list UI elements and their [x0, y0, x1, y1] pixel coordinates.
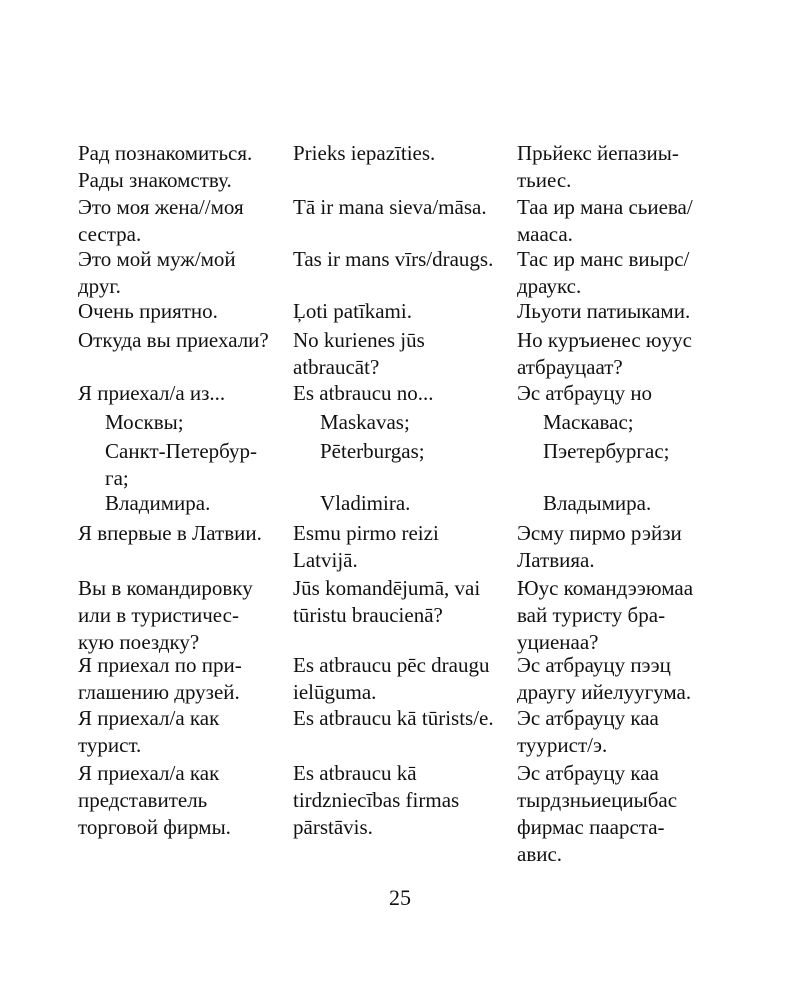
- latvian-phrase: [293, 575, 544, 629]
- text-line: Tā ir mana sieva/māsa.: [293, 195, 487, 219]
- text-line: Это моя жена//моя: [78, 195, 244, 219]
- text-line: драугу ийелуугума.: [517, 680, 692, 704]
- text-line: Рад познакомиться.: [78, 141, 253, 165]
- text-line: Es atbraucu no...: [293, 381, 434, 405]
- russian-phrase: [78, 194, 320, 248]
- text-line: Это мой муж/мой: [78, 247, 236, 271]
- text-line: Латвияа.: [517, 548, 595, 572]
- text-line: Владимира.: [105, 491, 211, 515]
- transcription: [543, 409, 775, 436]
- text-line: Я приехал/а из...: [78, 381, 226, 405]
- text-line: мааса.: [517, 222, 573, 246]
- transcription: [517, 705, 775, 759]
- transcription: [517, 575, 775, 656]
- latvian-phrase: [293, 760, 544, 841]
- russian-phrase: [78, 380, 320, 407]
- text-line: торговой фирмы.: [78, 815, 231, 839]
- latvian-phrase: [293, 652, 544, 706]
- text-line: Москвы;: [105, 410, 184, 434]
- text-line: Vladimira.: [320, 491, 411, 515]
- text-line: уциенаа?: [517, 630, 599, 654]
- text-line: Но куръиенес юуус: [517, 328, 692, 352]
- text-line: Юус командээюмаа: [517, 576, 694, 600]
- latvian-phrase: [293, 246, 544, 273]
- text-line: туурист/э.: [517, 733, 608, 757]
- text-line: Маскавас;: [543, 410, 634, 434]
- latvian-phrase: [293, 194, 544, 221]
- russian-phrase: [105, 438, 321, 492]
- text-line: Prieks iepazīties.: [293, 141, 436, 165]
- text-line: Вы в командировку: [78, 576, 253, 600]
- transcription: [517, 652, 775, 706]
- text-line: Пэетербургас;: [543, 439, 670, 463]
- text-line: Es atbraucu kā tūrists/e.: [293, 706, 494, 730]
- transcription: [517, 246, 775, 300]
- latvian-phrase: [293, 705, 544, 732]
- text-line: драукс.: [517, 274, 582, 298]
- text-line: Эс атбрауцу пээц: [517, 653, 671, 677]
- text-line: Очень приятно.: [78, 299, 218, 323]
- transcription: [517, 380, 775, 407]
- latvian-phrase: [320, 409, 545, 436]
- text-line: Владымира.: [543, 491, 652, 515]
- latvian-phrase: [293, 380, 544, 407]
- russian-phrase: [78, 140, 320, 194]
- latvian-phrase: [293, 327, 544, 381]
- russian-phrase: [78, 652, 320, 706]
- text-line: No kurienes jūs: [293, 328, 425, 352]
- text-line: pārstāvis.: [293, 815, 373, 839]
- text-line: Эс атбрауцу но: [517, 381, 653, 405]
- text-line: Esmu pirmo reizi: [293, 521, 439, 545]
- russian-phrase: [78, 298, 320, 325]
- text-line: Jūs komandējumā, vai: [293, 576, 481, 600]
- transcription: [517, 298, 775, 325]
- text-line: глашению друзей.: [78, 680, 240, 704]
- text-line: Es atbraucu pēc draugu: [293, 653, 490, 677]
- russian-phrase: [78, 575, 320, 656]
- text-line: Эс атбрауцу каа: [517, 761, 659, 785]
- russian-phrase: [78, 760, 320, 841]
- russian-phrase: [78, 327, 320, 354]
- text-line: Я приехал/а как: [78, 706, 220, 730]
- text-line: Санкт-Петербур-: [105, 439, 258, 463]
- text-line: друг.: [78, 274, 121, 298]
- russian-phrase: [78, 520, 320, 547]
- text-line: Я приехал/а как: [78, 761, 220, 785]
- transcription: [543, 490, 775, 517]
- text-line: Я впервые в Латвии.: [78, 521, 262, 545]
- text-line: ielūguma.: [293, 680, 377, 704]
- page-number: 25: [389, 885, 411, 910]
- text-line: га;: [105, 466, 129, 490]
- text-line: кую поездку?: [78, 630, 200, 654]
- latvian-phrase: [293, 140, 544, 167]
- text-line: Тас ир манс виырс/: [517, 247, 690, 271]
- text-line: Pēterburgas;: [320, 439, 425, 463]
- text-line: Льуоти патиыками.: [517, 299, 691, 323]
- text-line: Es atbraucu kā: [293, 761, 417, 785]
- text-line: авис.: [517, 842, 563, 866]
- text-line: представитель: [78, 788, 208, 812]
- text-line: Таа ир мана сьиева/: [517, 195, 693, 219]
- text-line: tirdzniecības firmas: [293, 788, 460, 812]
- russian-phrase: [78, 246, 320, 300]
- text-line: фирмас паарста-: [517, 815, 665, 839]
- transcription: [543, 438, 775, 465]
- text-line: Maskavas;: [320, 410, 410, 434]
- text-line: tūristu braucienā?: [293, 603, 443, 627]
- text-line: или в туристичес-: [78, 603, 239, 627]
- text-line: Я приехал по при-: [78, 653, 242, 677]
- text-line: Откуда вы приехали?: [78, 328, 269, 352]
- text-line: сестра.: [78, 222, 142, 246]
- transcription: [517, 140, 775, 194]
- latvian-phrase: [293, 298, 544, 325]
- latvian-phrase: [320, 490, 545, 517]
- text-line: атбрауцаат?: [517, 355, 623, 379]
- russian-phrase: [105, 409, 321, 436]
- text-line: Latvijā.: [293, 548, 358, 572]
- text-line: Эс атбрауцу каа: [517, 706, 659, 730]
- transcription: [517, 327, 775, 381]
- text-line: atbraucāt?: [293, 355, 380, 379]
- latvian-phrase: [320, 438, 545, 465]
- text-line: Рады знакомству.: [78, 168, 232, 192]
- text-line: турист.: [78, 733, 142, 757]
- text-line: тырдзньиециыбас: [517, 788, 678, 812]
- text-line: Прьйекс йепазиы-: [517, 141, 679, 165]
- text-line: Ļoti patīkami.: [293, 299, 412, 323]
- transcription: [517, 194, 775, 248]
- transcription: [517, 760, 775, 868]
- text-line: Tas ir mans vīrs/draugs.: [293, 247, 494, 271]
- russian-phrase: [78, 705, 320, 759]
- text-line: вай туристу бра-: [517, 603, 666, 627]
- russian-phrase: [105, 490, 321, 517]
- latvian-phrase: [293, 520, 544, 574]
- text-line: тьиес.: [517, 168, 572, 192]
- transcription: [517, 520, 775, 574]
- text-line: Эсму пирмо рэйзи: [517, 521, 682, 545]
